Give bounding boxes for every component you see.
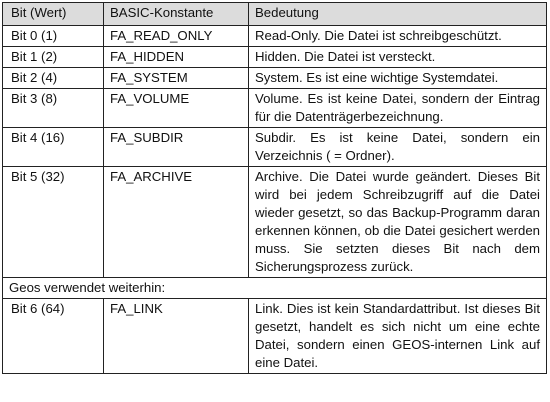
meaning-cell: System. Es ist eine wichtige Systemdatei. [249,68,547,89]
constant-cell: FA_SUBDIR [104,128,249,167]
column-header-meaning: Bedeutung [249,3,547,26]
constant-cell: FA_SYSTEM [104,68,249,89]
table-row [3,299,547,374]
constant-cell: FA_HIDDEN [104,47,249,68]
file-attribute-table [2,2,547,374]
meaning-cell: Read-Only. Die Datei ist schreibgeschützt. [249,26,547,47]
bit-cell: Bit 4 (16) [3,128,104,167]
section-row [3,278,547,299]
header-row [3,3,547,26]
constant-cell: FA_READ_ONLY [104,26,249,47]
column-header-bit: Bit (Wert) [3,3,104,26]
bit-cell: Bit 2 (4) [3,68,104,89]
section-label: Geos verwendet weiterhin: [3,278,547,299]
table-row [3,68,547,89]
meaning-cell: Volume. Es ist keine Datei, sondern der Eintrag für die Datenträgerbezeichnung. [249,89,547,128]
constant-cell: FA_LINK [104,299,249,374]
meaning-cell: Hidden. Die Datei ist versteckt. [249,47,547,68]
table-row [3,89,547,128]
table-row [3,47,547,68]
table-row [3,128,547,167]
meaning-cell: Subdir. Es ist keine Datei, sondern ein Verzeichnis ( = Ordner). [249,128,547,167]
bit-cell: Bit 6 (64) [3,299,104,374]
column-header-constant: BASIC-Konstante [104,3,249,26]
meaning-cell: Link. Dies ist kein Standardattribut. Ist dieses Bit gesetzt, handelt es sich nicht um eine echte Datei, sondern einen GEOS-internen Link auf eine Datei. [249,299,547,374]
bit-cell: Bit 0 (1) [3,26,104,47]
constant-cell: FA_ARCHIVE [104,167,249,278]
table-row [3,167,547,278]
bit-cell: Bit 1 (2) [3,47,104,68]
meaning-cell: Archive. Die Datei wurde geändert. Dieses Bit wird bei jedem Schreibzugriff auf die Datei wieder gesetzt, so das Backup-Programm daran erkennen können, ob die Datei gesichert werden muss. Sie setzten dieses Bit nach dem Sicherungsprozess zurück. [249,167,547,278]
bit-cell: Bit 3 (8) [3,89,104,128]
bit-cell: Bit 5 (32) [3,167,104,278]
table-row [3,26,547,47]
constant-cell: FA_VOLUME [104,89,249,128]
